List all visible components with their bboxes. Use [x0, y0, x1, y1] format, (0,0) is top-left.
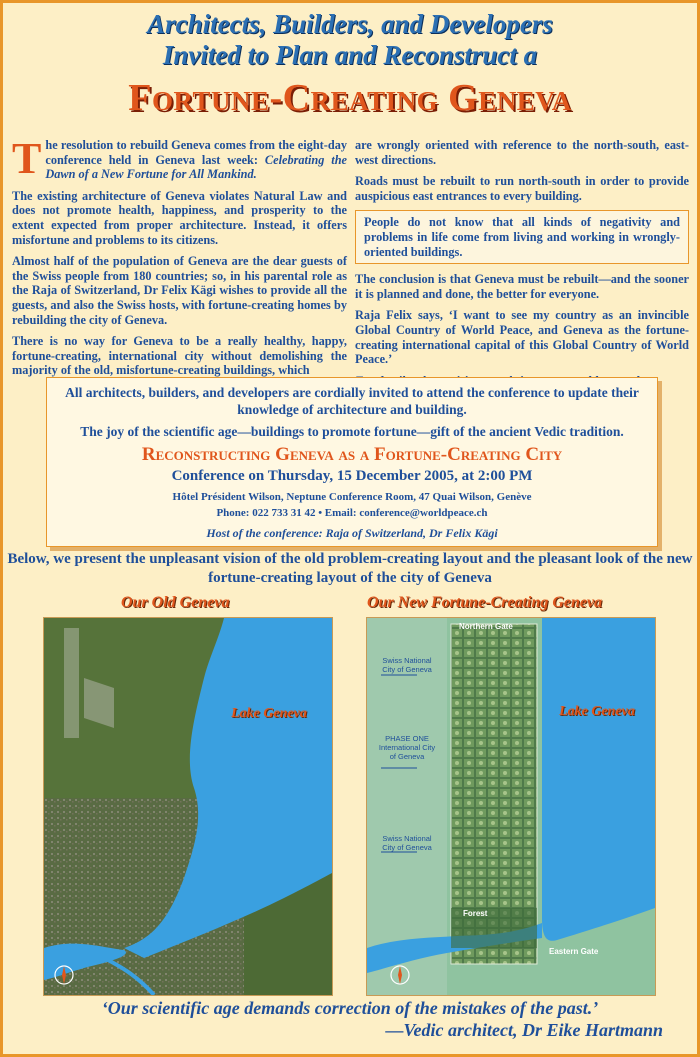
conference-date: Conference on Thursday, 15 December 2005, at 2:00 PM	[171, 468, 533, 484]
swiss-national-label-2: Swiss National City of Geneva	[382, 834, 432, 852]
highlight-box: People do not know that all kinds of negativity and problems in life come from living and working in wrongly-oriented buildings.	[355, 210, 689, 264]
article-left-column	[12, 134, 347, 385]
new-geneva-caption: Our New Fortune-Creating Geneva	[367, 594, 603, 611]
maps-intro: Below, we present the unpleasant vision of the old problem-creating layout and the pleasant look of the new fortune-creating layout of the city of Geneva	[7, 551, 693, 586]
article-right-column	[355, 138, 689, 395]
conference-name: Celebrating the Dawn of a New Fortune for All Mankind.	[45, 152, 347, 182]
lake-label-new: Lake Geneva	[559, 704, 635, 719]
lake-geneva-shape	[542, 618, 655, 941]
headline-line1: Architects, Builders, and Developers	[147, 9, 553, 39]
airport-runway	[64, 628, 79, 738]
old-geneva-map	[43, 617, 333, 996]
phase-one-label: PHASE ONE International City of Geneva	[378, 734, 436, 761]
conference-contact: Phone: 022 733 31 42 • Email: conference@worldpeace.ch	[216, 507, 488, 519]
new-geneva-plan-image	[367, 618, 655, 995]
conference-tagline: The joy of the scientific age—buildings to promote fortune—gift of the ancient Vedic tradition.	[80, 424, 624, 439]
article-paragraph-3: Almost half of the population of Geneva are the dear guests of the Swiss people from 180 countries; so, in his parental role as the Raja of Switzerland, Dr Felix Kägi wishes to provide all the guests, and also the Swiss hosts, with fortune-creating homes by rebuilding the city of Geneva.	[12, 254, 347, 327]
conference-box	[46, 377, 658, 547]
article-paragraph-2: The existing architecture of Geneva violates Natural Law and does not promote health, happiness, and prosperity to the extent expected from proper architecture. Instead, it offers misfortune and problems to its citizens.	[12, 188, 347, 247]
conference-venue: Hôtel Président Wilson, Neptune Conference Room, 47 Quai Wilson, Genève	[172, 491, 532, 503]
old-geneva-satellite-image	[44, 618, 332, 995]
poster	[3, 3, 697, 1054]
quote-text: ‘Our scientific age demands correction of the mistakes of the past.’	[101, 998, 599, 1018]
article-paragraph-5: are wrongly oriented with reference to the north-south, east-west directions.	[355, 138, 689, 167]
article-paragraph-6: Roads must be rebuilt to run north-south in order to provide auspicious east entrances to every building.	[355, 174, 689, 203]
article-paragraph-4: There is no way for Geneva to be a really healthy, happy, fortune-creating, international city without demolishing the majority of the old, misfortune-creating buildings, which	[12, 334, 347, 378]
new-geneva-map	[366, 617, 656, 996]
conference-host: Host of the conference: Raja of Switzerland, Dr Felix Kägi	[206, 526, 498, 540]
article-paragraph-1: The resolution to rebuild Geneva comes from the eight-day conference held in Geneva last week: Celebrating the Dawn of a New Fortune for All Mankind.	[12, 134, 347, 183]
headline-line2: Invited to Plan and Reconstruct a	[162, 40, 538, 70]
old-geneva-caption: Our Old Geneva	[121, 594, 230, 611]
eastern-gate-label: Eastern Gate	[549, 947, 599, 956]
drop-cap: T	[12, 134, 42, 183]
main-title: Fortune-Creating Geneva	[128, 77, 572, 119]
swiss-national-label-1: Swiss National City of Geneva	[382, 656, 432, 674]
article-paragraph-7: The conclusion is that Geneva must be rebuilt—and the sooner it is planned and done, the better for everyone.	[355, 272, 689, 301]
northern-gate-label: Northern Gate	[459, 622, 513, 631]
lake-label-old: Lake Geneva	[231, 706, 307, 721]
quote-attribution: —Vedic architect, Dr Eike Hartmann	[385, 1020, 663, 1040]
article-paragraph-8: Raja Felix says, ‘I want to see my country as an invincible Global Country of World Peace, and Geneva as the fortune-creating international capital of this Global Country of World Peace.’	[355, 308, 689, 367]
forest-label: Forest	[463, 909, 488, 918]
conference-invite: All architects, builders, and developers are cordially invited to attend the conference to update their knowledge of architecture and building.	[65, 385, 639, 417]
conference-title: Reconstructing Geneva as a Fortune-Creating City	[141, 444, 563, 465]
